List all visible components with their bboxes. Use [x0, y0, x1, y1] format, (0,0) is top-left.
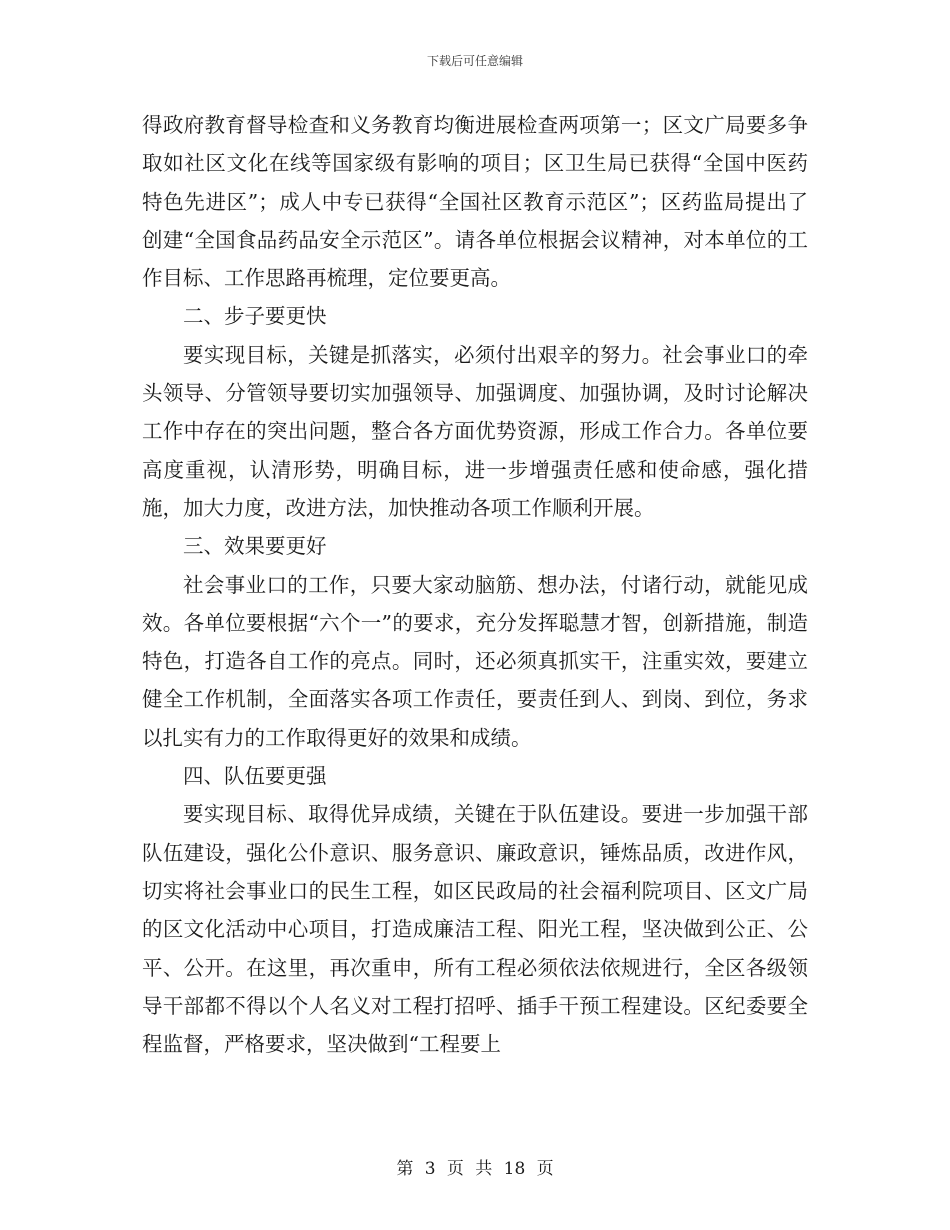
page-header: 下载后可任意编辑: [426, 54, 523, 68]
section-heading: 四、队伍要更强: [183, 764, 327, 789]
body-paragraph: 要实现目标，关键是抓落实，必须付出艰辛的努力。社会事业口的牵头领导、分管领导要切实加强领导、加强调度、加强协调，及时讨论解决工作中存在的突出问题，整合各方面优势资源，形成工作合力。各单位要高度重视，认清形势，明确目标，进一步增强责任感和使命感，强化措施，加大力度，改进方法，加快推动各项工作顺利开展。: [142, 342, 808, 520]
section-heading: 三、效果要更好: [183, 534, 327, 559]
page-number-footer: 第 3 页 共 18 页: [396, 1159, 554, 1179]
document-body: [142, 106, 808, 1063]
body-paragraph: 得政府教育督导检查和义务教育均衡进展检查两项第一；区文广局要多争取如社区文化在线等国家级有影响的项目；区卫生局已获得“全国中医药特色先进区”；成人中专已获得“全国社区教育示范区”；区药监局提出了创建“全国食品药品安全示范区”。请各单位根据会议精神，对本单位的工作目标、工作思路再梳理，定位要更高。: [142, 113, 808, 291]
body-paragraph: 社会事业口的工作，只要大家动脑筋、想办法，付诸行动，就能见成效。各单位要根据“六个一”的要求，充分发挥聪慧才智，创新措施，制造特色，打造各自工作的亮点。同时，还必须真抓实干，注重实效，要建立健全工作机制，全面落实各项工作责任，要责任到人、到岗、到位，务求以扎实有力的工作取得更好的效果和成绩。: [142, 572, 808, 750]
section-heading: 二、步子要更快: [183, 304, 327, 329]
body-paragraph: 要实现目标、取得优异成绩，关键在于队伍建设。要进一步加强干部队伍建设，强化公仆意识、服务意识、廉政意识，锤炼品质，改进作风，切实将社会事业口的民生工程，如区民政局的社会福利院项目、区文广局的区文化活动中心项目，打造成廉洁工程、阳光工程，坚决做到公正、公平、公开。在这里，再次重申，所有工程必须依法依规进行，全区各级领导干部都不得以个人名义对工程打招呼、插手干预工程建设。区纪委要全程监督，严格要求，坚决做到“工程要上: [142, 802, 808, 1057]
